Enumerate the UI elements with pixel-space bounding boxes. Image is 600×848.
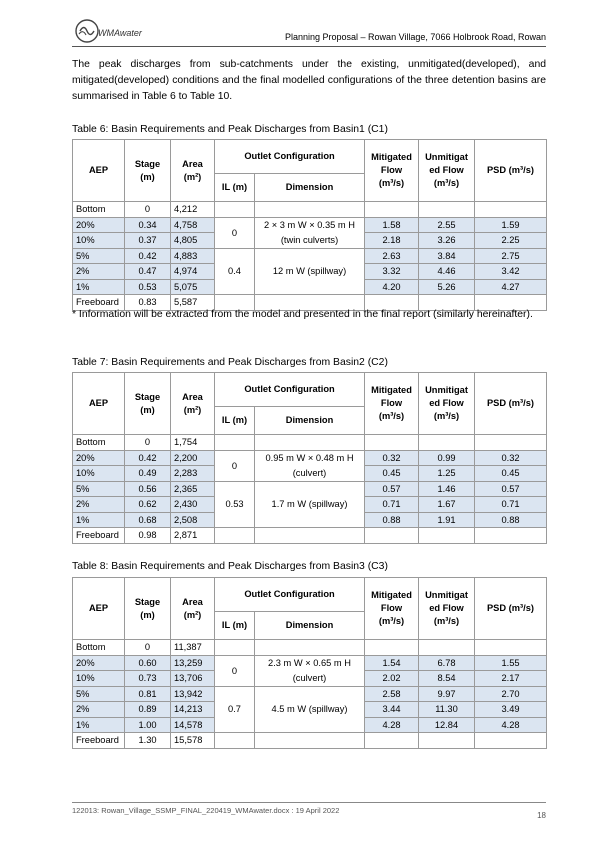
- area-cell: 13,259: [171, 655, 215, 671]
- stage-cell: 0.53: [125, 279, 171, 295]
- dimension-cell: [255, 528, 365, 544]
- dimension-cell: [255, 655, 365, 686]
- psd-cell: 4.28: [475, 717, 547, 733]
- outlet-configuration-header: Outlet Configuration: [215, 578, 365, 612]
- aep-cell: 5%: [73, 686, 125, 702]
- psd-header: PSD (m³/s): [475, 140, 547, 202]
- dimension-text: 4.5 m W (spillway): [271, 704, 348, 715]
- aep-cell: 20%: [73, 217, 125, 233]
- aep-cell: 20%: [73, 450, 125, 466]
- stage-cell: 0.37: [125, 233, 171, 249]
- footer-doc-ref: 122013: Rowan_Village_SSMP_FINAL_220419_WMAwater.docx : 19 April 2022: [72, 806, 340, 815]
- area-cell: 11,387: [171, 640, 215, 656]
- table-6: [72, 139, 547, 311]
- dimension-cell: [255, 248, 365, 295]
- psd-cell: 0.88: [475, 512, 547, 528]
- unmitigated-flow-cell: 6.78: [419, 655, 475, 671]
- aep-cell: 1%: [73, 717, 125, 733]
- area-cell: 2,430: [171, 497, 215, 513]
- stage-cell: 1.00: [125, 717, 171, 733]
- psd-cell: 2.70: [475, 686, 547, 702]
- psd-cell: [475, 640, 547, 656]
- il-cell: 0.7: [215, 686, 255, 733]
- area-header: Area (m²): [171, 578, 215, 640]
- psd-cell: 0.45: [475, 466, 547, 482]
- unmitigated-flow-cell: [419, 733, 475, 749]
- aep-cell: 10%: [73, 233, 125, 249]
- mitigated-flow-cell: 0.45: [365, 466, 419, 482]
- aep-header: AEP: [73, 373, 125, 435]
- aep-cell: 10%: [73, 671, 125, 687]
- psd-cell: 3.42: [475, 264, 547, 280]
- dimension-note: (culvert): [292, 468, 327, 478]
- mitigated-flow-cell: [365, 202, 419, 218]
- aep-cell: 5%: [73, 481, 125, 497]
- stage-cell: 0.62: [125, 497, 171, 513]
- table-row: [73, 248, 547, 264]
- stage-cell: 0.73: [125, 671, 171, 687]
- area-cell: 4,883: [171, 248, 215, 264]
- psd-cell: 0.32: [475, 450, 547, 466]
- table-row: [73, 481, 547, 497]
- table-row: [73, 217, 547, 233]
- psd-cell: 1.59: [475, 217, 547, 233]
- table-row: [73, 655, 547, 671]
- area-cell: 4,805: [171, 233, 215, 249]
- area-cell: 2,508: [171, 512, 215, 528]
- mitigated-flow-cell: 4.28: [365, 717, 419, 733]
- psd-cell: [475, 202, 547, 218]
- area-cell: 14,213: [171, 702, 215, 718]
- table-6-caption: Table 6: Basin Requirements and Peak Discharges from Basin1 (C1): [72, 124, 388, 135]
- il-cell: 0: [215, 217, 255, 248]
- table-row: [73, 202, 547, 218]
- mitigated-flow-cell: 0.71: [365, 497, 419, 513]
- stage-cell: 0.81: [125, 686, 171, 702]
- area-cell: 5,587: [171, 295, 215, 311]
- dimension-header: Dimension: [255, 174, 365, 202]
- stage-cell: 0.98: [125, 528, 171, 544]
- table-row: [73, 733, 547, 749]
- unmitigated-flow-cell: 1.91: [419, 512, 475, 528]
- dimension-header: Dimension: [255, 407, 365, 435]
- table-7-caption: Table 7: Basin Requirements and Peak Discharges from Basin2 (C2): [72, 357, 388, 368]
- psd-cell: 0.71: [475, 497, 547, 513]
- dimension-header: Dimension: [255, 612, 365, 640]
- psd-cell: 1.55: [475, 655, 547, 671]
- unmitigated-flow-header: Unmitigat ed Flow (m³/s): [419, 373, 475, 435]
- dimension-text: 2.3 m W × 0.65 m H: [268, 658, 351, 668]
- il-cell: 0: [215, 450, 255, 481]
- mitigated-flow-cell: [365, 640, 419, 656]
- stage-cell: 0.49: [125, 466, 171, 482]
- dimension-text: 12 m W (spillway): [272, 266, 347, 277]
- unmitigated-flow-cell: 8.54: [419, 671, 475, 687]
- il-cell: [215, 528, 255, 544]
- table-row: [73, 450, 547, 466]
- mitigated-flow-cell: 0.88: [365, 512, 419, 528]
- area-cell: 14,578: [171, 717, 215, 733]
- psd-header: PSD (m³/s): [475, 578, 547, 640]
- unmitigated-flow-cell: 2.55: [419, 217, 475, 233]
- area-cell: 1,754: [171, 435, 215, 451]
- stage-cell: 0.42: [125, 248, 171, 264]
- intro-paragraph: The peak discharges from sub-catchments under the existing, unmitigated(developed), and mitigated(developed) conditions and the final modelled configurations of the three detention basins are summarised in Table 6 to Table 10.: [72, 59, 546, 102]
- area-cell: 5,075: [171, 279, 215, 295]
- psd-cell: 2.25: [475, 233, 547, 249]
- area-cell: 4,974: [171, 264, 215, 280]
- psd-cell: 2.75: [475, 248, 547, 264]
- dimension-cell: [255, 481, 365, 528]
- aep-cell: 2%: [73, 497, 125, 513]
- unmitigated-flow-header: Unmitigat ed Flow (m³/s): [419, 140, 475, 202]
- area-cell: 15,578: [171, 733, 215, 749]
- logo-text: WMAwater: [98, 28, 142, 38]
- dimension-text: 0.95 m W × 0.48 m H: [265, 453, 354, 463]
- stage-cell: 1.30: [125, 733, 171, 749]
- unmitigated-flow-cell: 4.46: [419, 264, 475, 280]
- aep-cell: Bottom: [73, 640, 125, 656]
- table-7: [72, 372, 547, 544]
- unmitigated-flow-cell: [419, 528, 475, 544]
- area-cell: 2,871: [171, 528, 215, 544]
- unmitigated-flow-cell: 1.67: [419, 497, 475, 513]
- stage-cell: 0.83: [125, 295, 171, 311]
- dimension-text: 2 × 3 m W × 0.35 m H: [264, 220, 355, 230]
- unmitigated-flow-cell: 1.46: [419, 481, 475, 497]
- stage-cell: 0.60: [125, 655, 171, 671]
- mitigated-flow-cell: [365, 435, 419, 451]
- outlet-configuration-header: Outlet Configuration: [215, 373, 365, 407]
- il-header: IL (m): [215, 174, 255, 202]
- stage-cell: 0.34: [125, 217, 171, 233]
- mitigated-flow-cell: 2.58: [365, 686, 419, 702]
- mitigated-flow-cell: 2.02: [365, 671, 419, 687]
- dimension-cell: [255, 450, 365, 481]
- psd-header: PSD (m³/s): [475, 373, 547, 435]
- aep-cell: Freeboard: [73, 295, 125, 311]
- il-cell: [215, 202, 255, 218]
- area-header: Area (m²): [171, 373, 215, 435]
- stage-cell: 0.56: [125, 481, 171, 497]
- unmitigated-flow-cell: 12.84: [419, 717, 475, 733]
- unmitigated-flow-cell: 5.26: [419, 279, 475, 295]
- unmitigated-flow-cell: 3.26: [419, 233, 475, 249]
- psd-cell: 4.27: [475, 279, 547, 295]
- psd-cell: [475, 435, 547, 451]
- il-cell: [215, 435, 255, 451]
- table-8: [72, 577, 547, 749]
- stage-header: Stage (m): [125, 140, 171, 202]
- aep-cell: 20%: [73, 655, 125, 671]
- mitigated-flow-cell: 0.57: [365, 481, 419, 497]
- table-row: [73, 528, 547, 544]
- unmitigated-flow-cell: [419, 202, 475, 218]
- aep-cell: 10%: [73, 466, 125, 482]
- il-cell: 0.4: [215, 248, 255, 295]
- header-row: [73, 578, 547, 612]
- unmitigated-flow-header: Unmitigat ed Flow (m³/s): [419, 578, 475, 640]
- dimension-cell: [255, 435, 365, 451]
- area-cell: 13,706: [171, 671, 215, 687]
- stage-cell: 0: [125, 202, 171, 218]
- mitigated-flow-cell: 2.18: [365, 233, 419, 249]
- dimension-note: (culvert): [292, 673, 327, 683]
- area-cell: 13,942: [171, 686, 215, 702]
- dimension-cell: [255, 217, 365, 248]
- unmitigated-flow-cell: 0.99: [419, 450, 475, 466]
- psd-cell: [475, 733, 547, 749]
- unmitigated-flow-cell: 9.97: [419, 686, 475, 702]
- unmitigated-flow-cell: 1.25: [419, 466, 475, 482]
- aep-cell: Freeboard: [73, 733, 125, 749]
- mitigated-flow-cell: 0.32: [365, 450, 419, 466]
- psd-cell: 3.49: [475, 702, 547, 718]
- aep-cell: 2%: [73, 264, 125, 280]
- dimension-cell: [255, 686, 365, 733]
- aep-cell: 1%: [73, 279, 125, 295]
- unmitigated-flow-cell: 3.84: [419, 248, 475, 264]
- stage-cell: 0.68: [125, 512, 171, 528]
- unmitigated-flow-cell: [419, 435, 475, 451]
- mitigated-flow-cell: 1.54: [365, 655, 419, 671]
- il-cell: 0.53: [215, 481, 255, 528]
- page-footer: [72, 802, 546, 820]
- area-cell: 2,365: [171, 481, 215, 497]
- mitigated-flow-header: Mitigated Flow (m³/s): [365, 578, 419, 640]
- area-header: Area (m²): [171, 140, 215, 202]
- mitigated-flow-cell: [365, 528, 419, 544]
- unmitigated-flow-cell: 11.30: [419, 702, 475, 718]
- wmawater-logo: [74, 18, 144, 44]
- header-title: Planning Proposal – Rowan Village, 7066 Holbrook Road, Rowan: [285, 32, 546, 42]
- dimension-cell: [255, 733, 365, 749]
- dimension-text: 1.7 m W (spillway): [271, 499, 348, 510]
- mitigated-flow-cell: 3.32: [365, 264, 419, 280]
- mitigated-flow-cell: 4.20: [365, 279, 419, 295]
- page-header: [72, 16, 546, 47]
- area-cell: 2,283: [171, 466, 215, 482]
- stage-header: Stage (m): [125, 578, 171, 640]
- il-header: IL (m): [215, 407, 255, 435]
- table-row: [73, 686, 547, 702]
- aep-header: AEP: [73, 578, 125, 640]
- footnote: * Information will be extracted from the model and presented in the final report (similarly hereinafter).: [72, 309, 533, 320]
- psd-cell: 2.17: [475, 671, 547, 687]
- aep-cell: Freeboard: [73, 528, 125, 544]
- unmitigated-flow-cell: [419, 640, 475, 656]
- header-row: [73, 140, 547, 174]
- psd-cell: 0.57: [475, 481, 547, 497]
- dimension-cell: [255, 640, 365, 656]
- aep-cell: 2%: [73, 702, 125, 718]
- header-row: [73, 373, 547, 407]
- mitigated-flow-header: Mitigated Flow (m³/s): [365, 140, 419, 202]
- stage-cell: 0.47: [125, 264, 171, 280]
- il-cell: [215, 640, 255, 656]
- table-row: [73, 435, 547, 451]
- stage-header: Stage (m): [125, 373, 171, 435]
- area-cell: 4,758: [171, 217, 215, 233]
- dimension-cell: [255, 202, 365, 218]
- mitigated-flow-cell: 3.44: [365, 702, 419, 718]
- stage-cell: 0: [125, 435, 171, 451]
- aep-cell: 1%: [73, 512, 125, 528]
- psd-cell: [475, 528, 547, 544]
- aep-cell: Bottom: [73, 202, 125, 218]
- table-row: [73, 640, 547, 656]
- page-number: 18: [537, 811, 546, 820]
- mitigated-flow-header: Mitigated Flow (m³/s): [365, 373, 419, 435]
- area-cell: 4,212: [171, 202, 215, 218]
- stage-cell: 0.89: [125, 702, 171, 718]
- aep-cell: 5%: [73, 248, 125, 264]
- il-header: IL (m): [215, 612, 255, 640]
- outlet-configuration-header: Outlet Configuration: [215, 140, 365, 174]
- mitigated-flow-cell: 2.63: [365, 248, 419, 264]
- il-cell: [215, 733, 255, 749]
- mitigated-flow-cell: [365, 733, 419, 749]
- mitigated-flow-cell: 1.58: [365, 217, 419, 233]
- stage-cell: 0.42: [125, 450, 171, 466]
- aep-cell: Bottom: [73, 435, 125, 451]
- stage-cell: 0: [125, 640, 171, 656]
- area-cell: 2,200: [171, 450, 215, 466]
- table-8-caption: Table 8: Basin Requirements and Peak Discharges from Basin3 (C3): [72, 561, 388, 572]
- aep-header: AEP: [73, 140, 125, 202]
- il-cell: 0: [215, 655, 255, 686]
- dimension-note: (twin culverts): [280, 235, 339, 245]
